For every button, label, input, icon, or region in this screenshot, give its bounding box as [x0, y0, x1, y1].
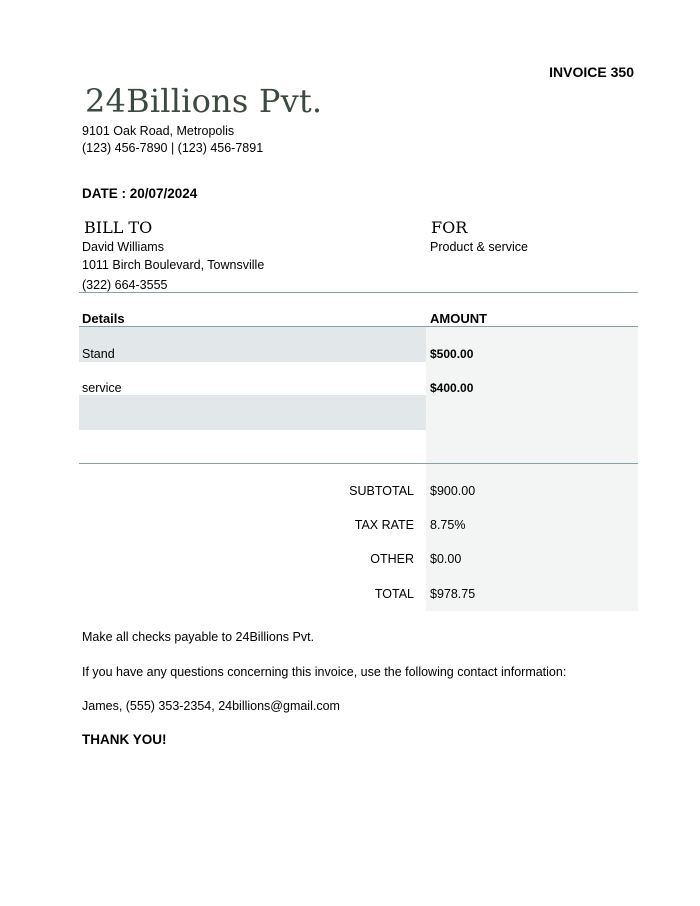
table-row-details: service: [82, 381, 122, 395]
details-column-header: Details: [82, 311, 125, 326]
subtotal-label: SUBTOTAL: [349, 484, 414, 498]
client-address: 1011 Birch Boulevard, Townsville: [82, 258, 265, 272]
invoice-number: INVOICE 350: [549, 64, 634, 80]
table-row-amount: $400.00: [430, 381, 474, 395]
total-value: $978.75: [430, 587, 476, 601]
table-row-amount: $500.00: [430, 347, 474, 361]
for-heading: FOR: [431, 218, 468, 237]
company-address: 9101 Oak Road, Metropolis: [82, 124, 235, 138]
row-shading: [79, 327, 426, 362]
client-name: David Williams: [82, 240, 164, 254]
other-label: OTHER: [370, 552, 414, 566]
contact-info: James, (555) 353-2354, 24billions@gmail.com: [82, 699, 340, 713]
for-value: Product & service: [430, 240, 528, 254]
checks-note: Make all checks payable to 24Billions Pvt.: [82, 630, 315, 644]
company-phones: (123) 456-7890 | (123) 456-7891: [82, 141, 264, 155]
tax-rate-value: 8.75%: [430, 518, 466, 532]
subtotal-value: $900.00: [430, 484, 476, 498]
other-value: $0.00: [430, 552, 462, 566]
thank-you: THANK YOU!: [82, 732, 167, 747]
bill-to-heading: BILL TO: [84, 218, 153, 237]
total-label: TOTAL: [374, 587, 414, 601]
client-phone: (322) 664-3555: [82, 278, 168, 292]
row-shading: [79, 395, 426, 430]
invoice-date: DATE : 20/07/2024: [82, 186, 198, 201]
questions-note: If you have any questions concerning this invoice, use the following contact information:: [82, 665, 567, 679]
table-row-details: Stand: [82, 347, 115, 361]
company-name: 24Billions Pvt.: [85, 82, 323, 120]
tax-rate-label: TAX RATE: [354, 518, 414, 532]
amount-column-header: AMOUNT: [430, 311, 488, 326]
divider: [79, 292, 638, 293]
